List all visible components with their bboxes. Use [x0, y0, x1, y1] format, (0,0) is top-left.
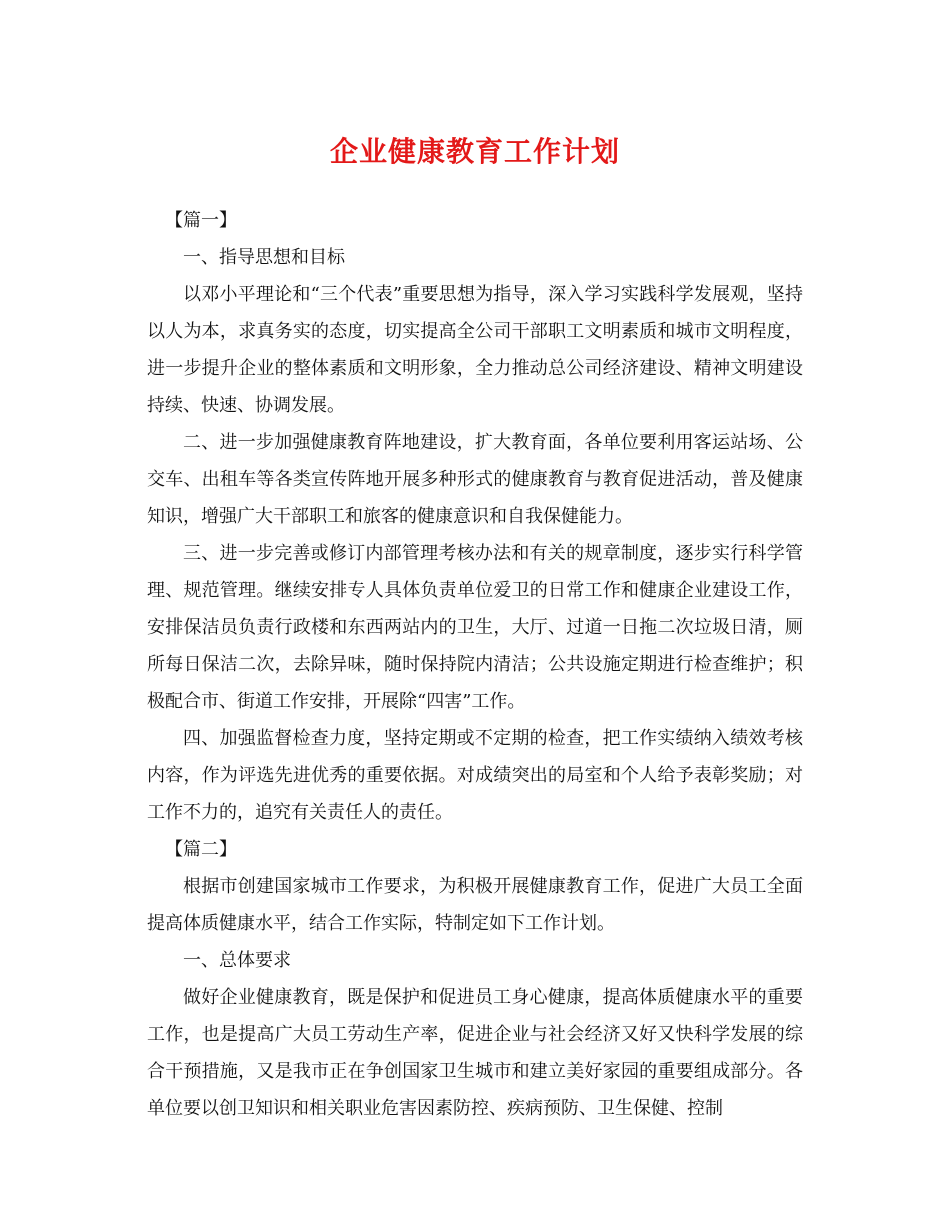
section-heading-2: 【篇二】 [165, 839, 237, 860]
paragraph: 二、进一步加强健康教育阵地建设，扩大教育面，各单位要利用客运站场、公交车、出租车等各类宣传阵地开展多种形式的健康教育与教育促进活动，普及健康知识，增强广大干部职工和旅客的健康意识和自我保健能力。 [147, 432, 803, 527]
paragraph: 一、指导思想和目标 [183, 247, 345, 268]
paragraph: 根据市创建国家城市工作要求，为积极开展健康教育工作，促进广大员工全面提高体质健康水平，结合工作实际，特制定如下工作计划。 [147, 876, 803, 934]
document-body [147, 202, 803, 1127]
paragraph: 四、加强监督检查力度，坚持定期或不定期的检查，把工作实绩纳入绩效考核内容，作为评选先进优秀的重要依据。对成绩突出的局室和个人给予表彰奖励；对工作不力的，追究有关责任人的责任。 [147, 728, 803, 823]
paragraph: 做好企业健康教育，既是保护和促进员工身心健康，提高体质健康水平的重要工作，也是提高广大员工劳动生产率，促进企业与社会经济又好又快科学发展的综合干预措施，又是我市正在争创国家卫生城市和建立美好家园的重要组成部分。各单位要以创卫知识和相关职业危害因素防控、疾病预防、卫生保健、控制 [147, 987, 803, 1119]
paragraph: 以邓小平理论和“三个代表”重要思想为指导，深入学习实践科学发展观，坚持以人为本，求真务实的态度，切实提高全公司干部职工文明素质和城市文明程度，进一步提升企业的整体素质和文明形象，全力推动总公司经济建设、精神文明建设持续、快速、协调发展。 [147, 284, 803, 416]
page-title: 企业健康教育工作计划 [329, 135, 620, 168]
section-heading-1: 【篇一】 [165, 210, 237, 231]
paragraph: 三、进一步完善或修订内部管理考核办法和有关的规章制度，逐步实行科学管理、规范管理。继续安排专人具体负责单位爱卫的日常工作和健康企业建设工作，安排保洁员负责行政楼和东西两站内的卫生，大厅、过道一日拖二次垃圾日清，厕所每日保洁二次，去除异味，随时保持院内清洁；公共设施定期进行检查维护；积极配合市、街道工作安排，开展除“四害”工作。 [147, 543, 803, 712]
paragraph: 一、总体要求 [183, 950, 291, 971]
